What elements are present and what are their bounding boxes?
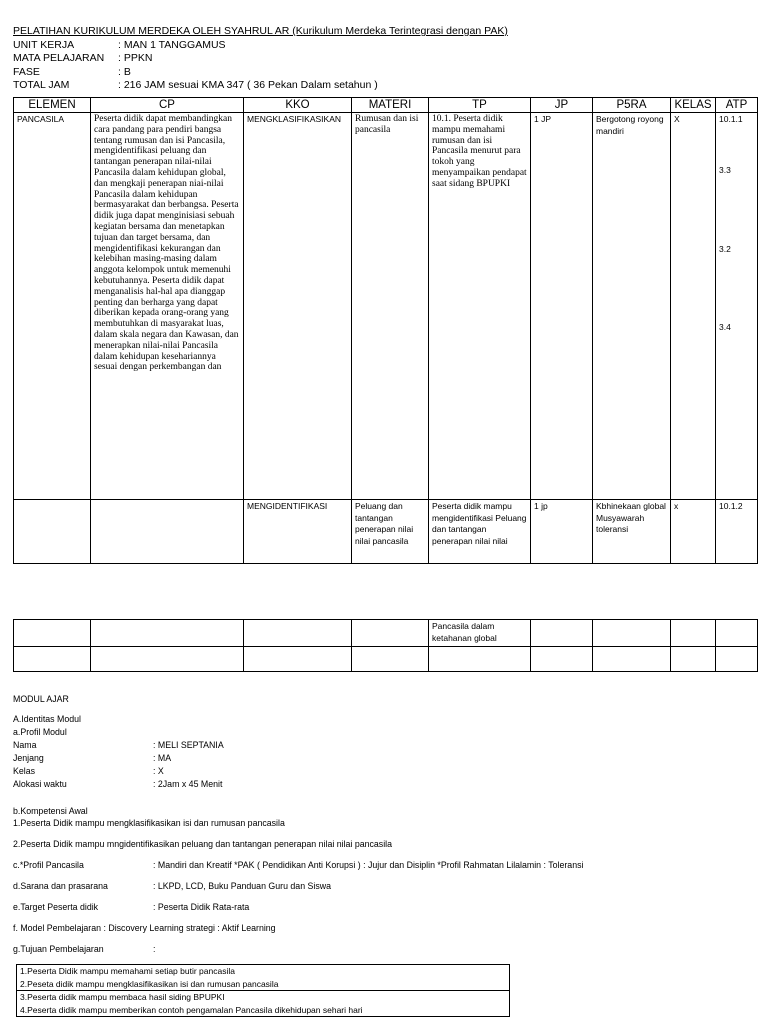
cell-jp: 1 JP	[531, 113, 593, 500]
field-value: : X	[153, 766, 164, 776]
table-row	[14, 647, 758, 672]
field-value: : MELI SEPTANIA	[153, 740, 224, 750]
cell-atp: 10.1.2	[716, 500, 758, 564]
target-label: e.Target Peserta didik	[13, 902, 99, 912]
column-header-kko: KKO	[244, 98, 352, 113]
tujuan-item: 1.Peserta Didik mampu memahami setiap butir pancasila	[20, 966, 235, 976]
column-header-atp: ATP	[716, 98, 758, 113]
kompetensi-title: b.Kompetensi Awal	[13, 806, 88, 816]
field-value: : 2Jam x 45 Menit	[153, 779, 223, 789]
profil-pancasila-value: : Mandiri dan Kreatif *PAK ( Pendidikan Anti Korupsi ) : Jujur dan Disiplin *Profil Rahmatan Lilalamin : Toleransi	[153, 860, 584, 870]
identitas-modul: A.Identitas Modul	[13, 714, 81, 724]
tujuan-pembelajaran-box	[16, 964, 510, 1017]
header-label: MATA PELAJARAN	[13, 52, 105, 64]
profil-pancasila-label: c.*Profil Pancasila	[13, 860, 84, 870]
column-header-cp: CP	[91, 98, 244, 113]
document-title: PELATIHAN KURIKULUM MERDEKA OLEH SYAHRUL AR (Kurikulum Merdeka Terintegrasi dengan PAK)	[13, 25, 508, 37]
kompetensi-item: 1.Peserta Didik mampu mengklasifikasikan isi dan rumusan pancasila	[13, 818, 285, 828]
cell-cp: Peserta didik dapat membandingkan cara pandang para pendiri bangsa tentang rumusan dan isi Pancasila, mengidentifikasi peluang dan tantangan penerapan nilai-nilai Pancasila dalam kehidupan global, dan mengkaji penerapan niai-nilai Pancasila dalam kehidupan bermasyarakat dan berbangsa. Peserta didik juga dapat menginisiasi sebuah kegiatan bersama dan menetapkan tujuan dan target bersama, dan mengidentifikasi kekurangan dan kelebihan masing-masing dalam anggota kelompok untuk memenuhi kebutuhannya. Peserta didik dapat menganalisis hal-hal apa dianggap penting dan berharga yang dapat diberikan kepada orang-orang yang membutuhkan di masyarakat luas, dalam skala negara dan Kawasan, dan menerapkan nilai-nilai Pancasila dalam kehidupan kesehariannya sesuai dengan perkembangan dan	[91, 113, 244, 500]
cell-kelas: X	[671, 113, 716, 500]
header-value: : 216 JAM sesuai KMA 347 ( 36 Pekan Dalam setahun )	[118, 79, 378, 91]
cell-tp: Peserta didik mampu mengidentifikasi Peluang dan tantangan penerapan nilai nilai	[429, 500, 531, 564]
column-header-tp: TP	[429, 98, 531, 113]
header-label: FASE	[13, 65, 40, 78]
cell-kelas: x	[671, 500, 716, 564]
field-label: Jenjang	[13, 753, 44, 763]
header-label: TOTAL JAM	[13, 79, 70, 91]
field-jenjang	[13, 753, 44, 763]
field-kelas	[13, 766, 35, 776]
tujuan-value: :	[153, 944, 156, 954]
model-pembelajaran: f. Model Pembelajaran : Discovery Learning strategi : Aktif Learning	[13, 923, 276, 933]
curriculum-table	[13, 97, 758, 564]
cell-kko: MENGIDENTIFIKASI	[244, 500, 352, 564]
cell-jp: 1 jp	[531, 500, 593, 564]
header-value: : PPKN	[118, 52, 153, 64]
tujuan-item: 3.Peserta didik mampu membaca hasil siding BPUPKI	[17, 990, 509, 1004]
cell-atp	[716, 113, 758, 500]
header-value: : B	[118, 65, 131, 78]
profil-modul: a.Profil Modul	[13, 727, 67, 737]
header-row-total-jam	[13, 79, 753, 93]
column-header-materi: MATERI	[352, 98, 429, 113]
kompetensi-item: 2.Peserta Didik mampu mngidentifikasikan peluang dan tantangan penerapan nilai nilai pancasila	[13, 839, 393, 849]
cell-tp: 10.1. Peserta didik mampu memahami rumusan dan isi Pancasila menurut para tokoh yang menyampaikan pendapat saat sidang BPUPKI	[429, 113, 531, 500]
column-header-kelas: KELAS	[671, 98, 716, 113]
field-label: Kelas	[13, 766, 36, 776]
header-value: : MAN 1 TANGGAMUS	[118, 38, 226, 51]
document-header	[13, 25, 753, 93]
table-row	[14, 620, 758, 647]
table-row	[14, 113, 758, 500]
sarana-value: : LKPD, LCD, Buku Panduan Guru dan Siswa	[153, 881, 331, 891]
table-header-row	[14, 98, 758, 113]
field-nama	[13, 740, 36, 750]
tujuan-item: 2.Peseta didik mampu mengklasifikasikan isi dan rumusan pancasila	[20, 978, 279, 989]
column-header-p5ra: P5RA	[593, 98, 671, 113]
curriculum-table-continued	[13, 619, 758, 672]
cell-materi: Rumusan dan isi pancasila	[352, 113, 429, 500]
atp-item: 3.2	[719, 244, 731, 254]
cell-p5ra: Kbhinekaan global Musyawarah toleransi	[593, 500, 671, 564]
atp-item: 3.3	[719, 165, 731, 175]
field-label: Nama	[13, 740, 37, 750]
field-value: : MA	[153, 753, 172, 763]
atp-item: 10.1.1	[719, 114, 743, 124]
header-label: UNIT KERJA	[13, 38, 75, 51]
field-alokasi-waktu	[13, 779, 67, 789]
cell-tp: Pancasila dalam ketahanan global	[429, 620, 531, 647]
atp-item: 3.4	[719, 322, 731, 332]
column-header-elemen: ELEMEN	[14, 98, 91, 113]
cell-kko: MENGKLASIFIKASIKAN	[244, 113, 352, 500]
target-value: : Peserta Didik Rata-rata	[153, 902, 250, 912]
tujuan-label: g.Tujuan Pembelajaran	[13, 944, 104, 954]
column-header-jp: JP	[531, 98, 593, 113]
cell-materi: Peluang dan tantangan penerapan nilai nilai pancasila	[352, 500, 429, 564]
header-row-fase	[13, 66, 753, 80]
table-row	[14, 500, 758, 564]
tujuan-item: 4.Peserta didik mampu memberikan contoh pengamalan Pancasila dikehidupan sehari hari	[20, 1004, 363, 1015]
field-label: Alokasi waktu	[13, 779, 67, 789]
header-row-unit-kerja	[13, 39, 753, 53]
header-row-mata-pelajaran	[13, 52, 753, 66]
modul-title: MODUL AJAR	[13, 694, 69, 704]
sarana-label: d.Sarana dan prasarana	[13, 881, 108, 891]
cell-p5ra: Bergotong royong mandiri	[593, 113, 671, 500]
cell-elemen: PANCASILA	[14, 113, 91, 500]
